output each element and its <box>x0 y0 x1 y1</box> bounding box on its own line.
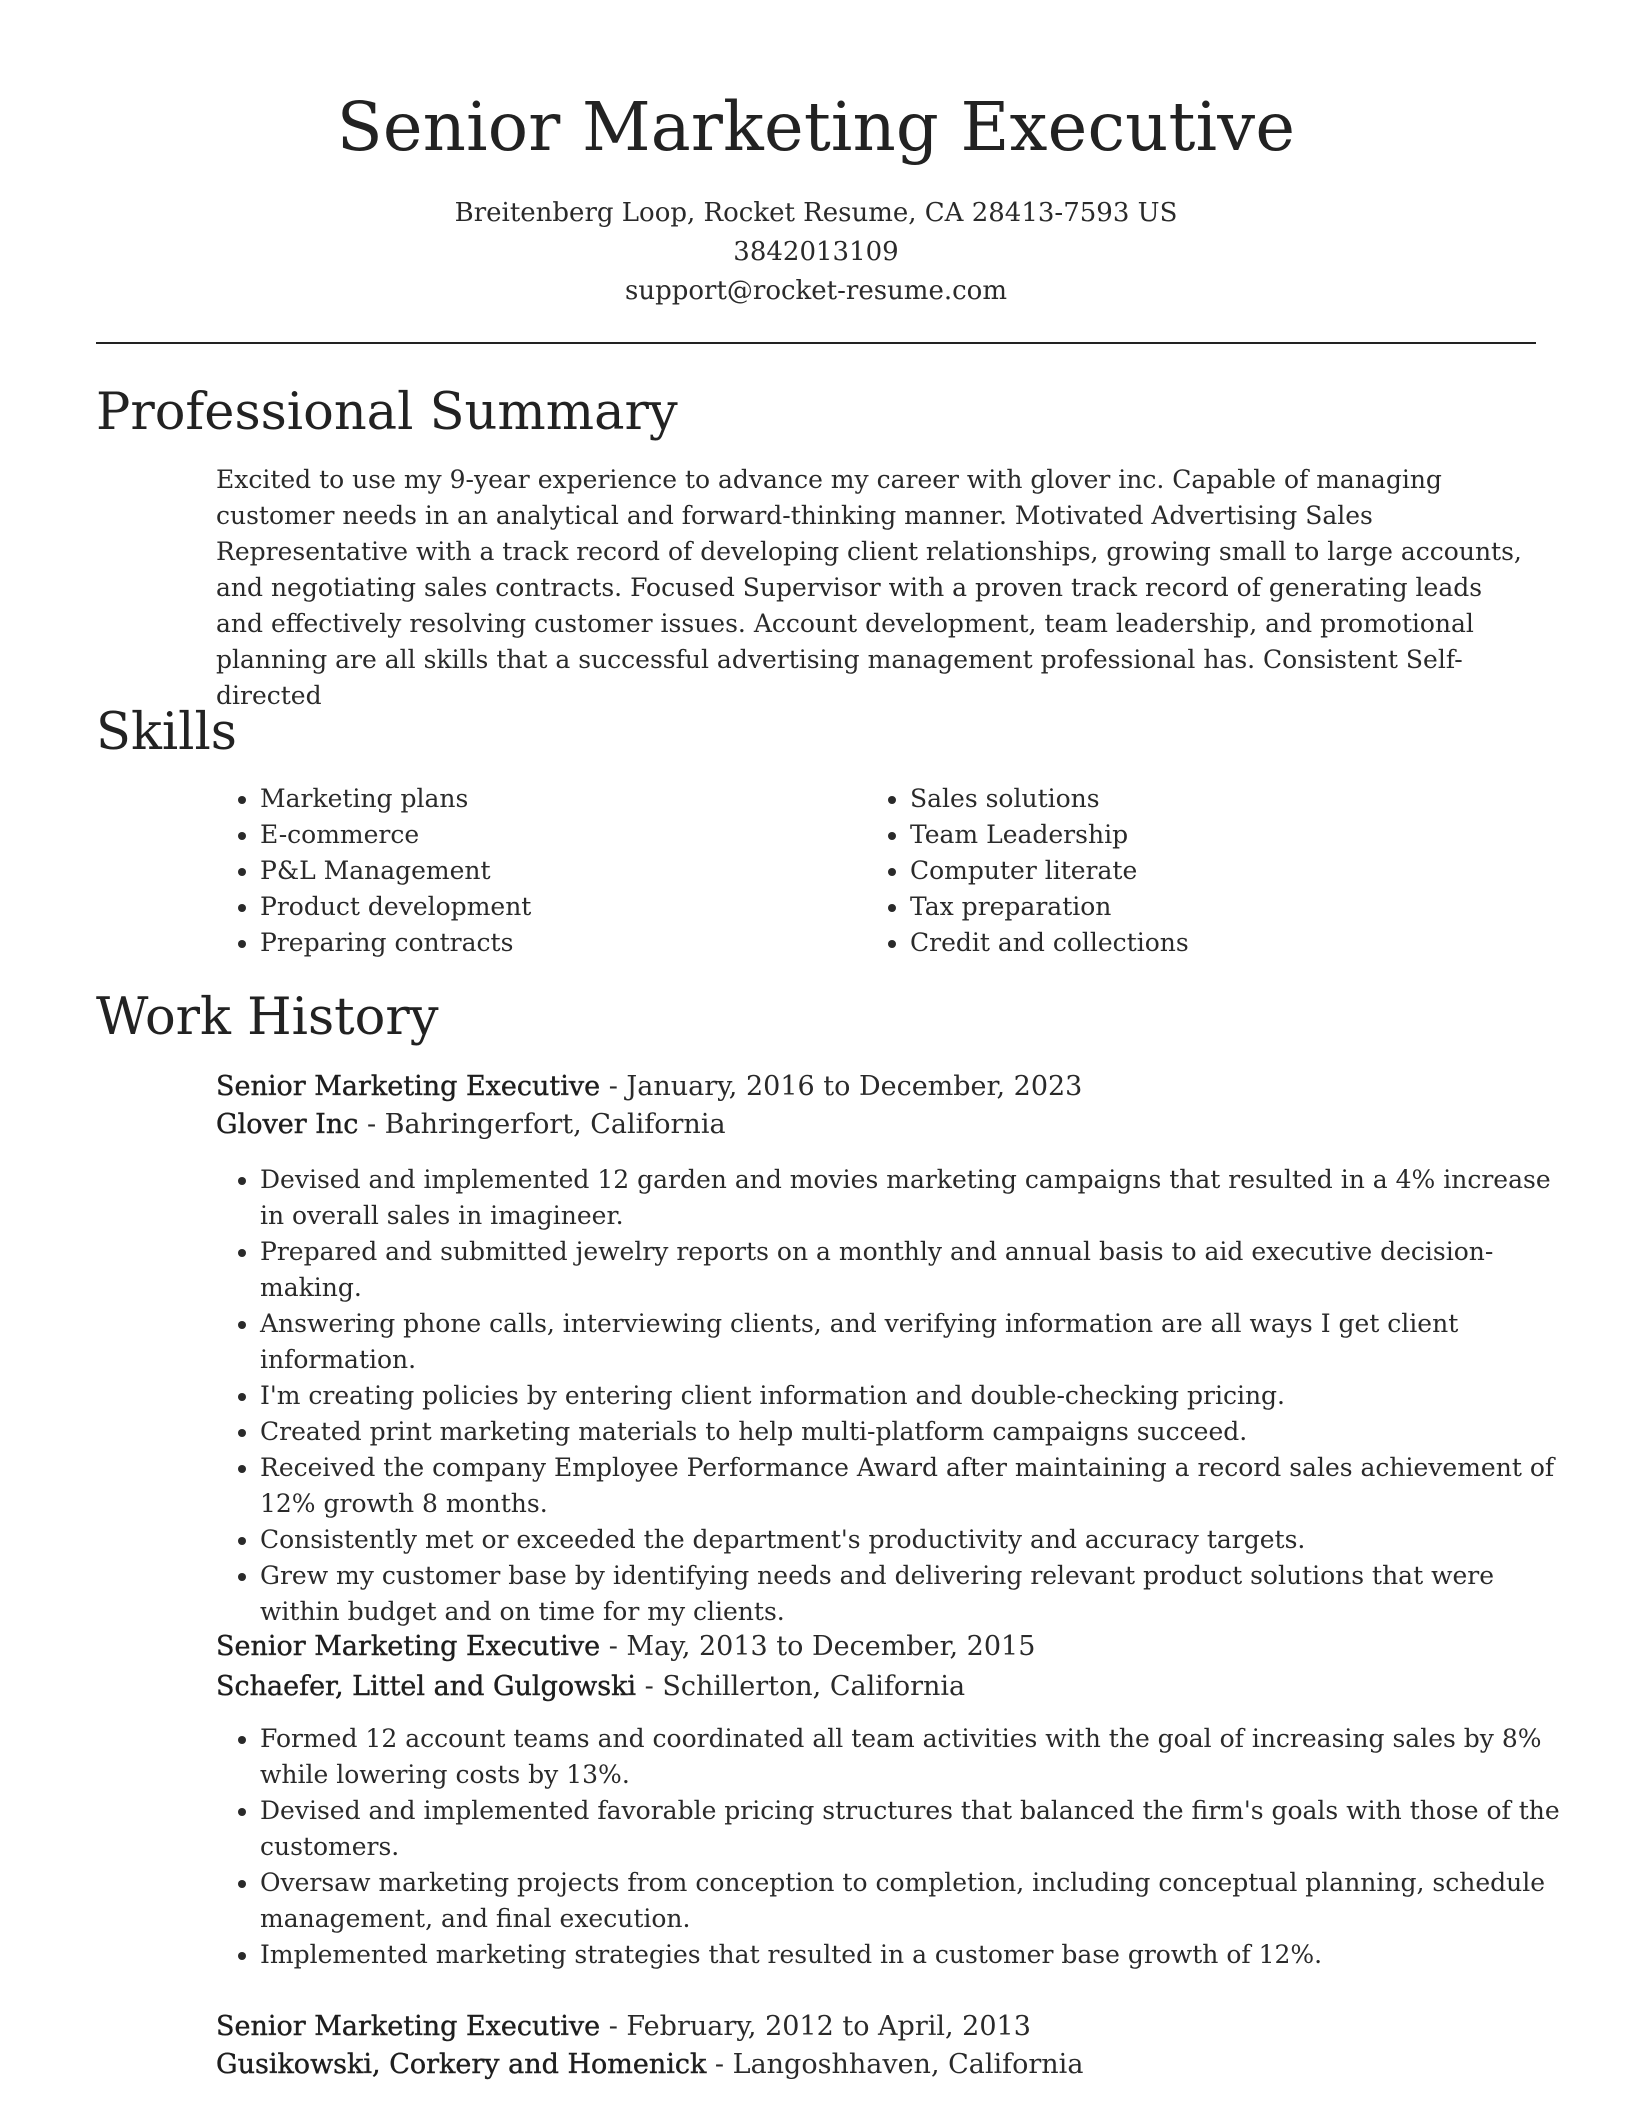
job-separator: - <box>636 1671 663 1702</box>
job-company-line <box>216 2046 1536 2084</box>
job-bullet: • Prepared and submitted jewelry reports on a monthly and annual basis to aid executive decision-making. <box>260 1234 1580 1306</box>
job-dates: May, 2013 to December, 2015 <box>626 1631 1036 1662</box>
job-dates: January, 2016 to December, 2023 <box>626 1071 1083 1102</box>
skill-item: • Marketing plans <box>260 781 866 817</box>
job-bullets <box>216 1162 1580 1630</box>
skill-item: • E-commerce <box>260 817 866 853</box>
skill-item: • Computer literate <box>910 853 1516 889</box>
job-company: Gusikowski, Corkery and Homenick <box>216 2049 707 2080</box>
resume-header <box>96 84 1536 311</box>
job-company: Glover Inc <box>216 1109 359 1140</box>
job-bullet: • Formed 12 account teams and coordinated all team activities with the goal of increasing sales by 8% while lowering costs by 13%. <box>260 1721 1580 1793</box>
skill-item: • Team Leadership <box>910 817 1516 853</box>
job-separator: - <box>600 1631 627 1662</box>
candidate-name: Senior Marketing Executive <box>336 88 1296 166</box>
skills-column-left <box>216 781 866 961</box>
job-bullet: • Received the company Employee Performance Award after maintaining a record sales achievement of 12% growth 8 months. <box>260 1450 1580 1522</box>
job-location: Schillerton, California <box>662 1671 966 1702</box>
job-title-line <box>216 1068 1536 1106</box>
contact-email: support@rocket-resume.com <box>624 276 1007 306</box>
skill-item: • Sales solutions <box>910 781 1516 817</box>
job-location: Langoshhaven, California <box>732 2049 1084 2080</box>
work-history-heading: Work History <box>96 988 439 1047</box>
job-dates: February, 2012 to April, 2013 <box>626 2011 1031 2042</box>
skills-heading: Skills <box>96 703 237 762</box>
job-bullet: • Consistently met or exceeded the department's productivity and accuracy targets. <box>260 1522 1580 1558</box>
skill-item: • Product development <box>260 889 866 925</box>
skills-column-right <box>866 781 1516 961</box>
job-separator: - <box>600 2011 627 2042</box>
summary-text: Excited to use my 9-year experience to advance my career with glover inc. Capable of managing customer needs in an analytical and forward-thinking manner. Motivated Advertising Sales Representative with a track record of developing client relationships, growing small to large accounts, and negotiating sales contracts. Focused Supervisor with a proven track record of generating leads and effectively resolving customer issues. Account development, team leadership, and promotional planning are all skills that a successful advertising management professional has. Consistent Self-directed <box>216 465 1522 710</box>
job-bullets <box>216 1721 1580 1973</box>
job-bullet: • Implemented marketing strategies that resulted in a customer base growth of 12%. <box>260 1937 1580 1973</box>
job-bullet: • Devised and implemented favorable pricing structures that balanced the firm's goals with those of the customers. <box>260 1793 1580 1865</box>
job-bullet: • Grew my customer base by identifying needs and delivering relevant product solutions that were within budget and on time for my clients. <box>260 1558 1580 1630</box>
job-separator: - <box>358 1109 385 1140</box>
job-company: Schaefer, Littel and Gulgowski <box>216 1671 637 1702</box>
skill-item: • Tax preparation <box>910 889 1516 925</box>
skill-item: • Preparing contracts <box>260 925 866 961</box>
job-title-line <box>216 2008 1536 2046</box>
job-position: Senior Marketing Executive <box>216 1071 601 1102</box>
skills-list <box>216 781 1516 961</box>
job-company-line <box>216 1668 1536 1706</box>
contact-info <box>96 194 1536 311</box>
job-separator: - <box>600 1071 627 1102</box>
header-divider <box>96 342 1536 344</box>
job-separator: - <box>706 2049 733 2080</box>
job-company-line <box>216 1106 1536 1144</box>
job-bullet: • Oversaw marketing projects from conception to completion, including conceptual planning, schedule management, and final execution. <box>260 1865 1580 1937</box>
job-location: Bahringerfort, California <box>384 1109 726 1140</box>
job-bullet: • I'm creating policies by entering client information and double-checking pricing. <box>260 1378 1580 1414</box>
job-bullet: • Created print marketing materials to help multi-platform campaigns succeed. <box>260 1414 1580 1450</box>
skill-item: • Credit and collections <box>910 925 1516 961</box>
job-bullet: • Answering phone calls, interviewing clients, and verifying information are all ways I get client information. <box>260 1306 1580 1378</box>
job-position: Senior Marketing Executive <box>216 2011 601 2042</box>
summary-heading: Professional Summary <box>96 383 678 442</box>
contact-phone: 3842013109 <box>733 237 899 267</box>
job-bullet: • Devised and implemented 12 garden and movies marketing campaigns that resulted in a 4% increase in overall sales in imagineer. <box>260 1162 1580 1234</box>
job-position: Senior Marketing Executive <box>216 1631 601 1662</box>
contact-address: Breitenberg Loop, Rocket Resume, CA 28413-7593 US <box>454 198 1178 228</box>
job-title-line <box>216 1628 1536 1666</box>
skill-item: • P&L Management <box>260 853 866 889</box>
